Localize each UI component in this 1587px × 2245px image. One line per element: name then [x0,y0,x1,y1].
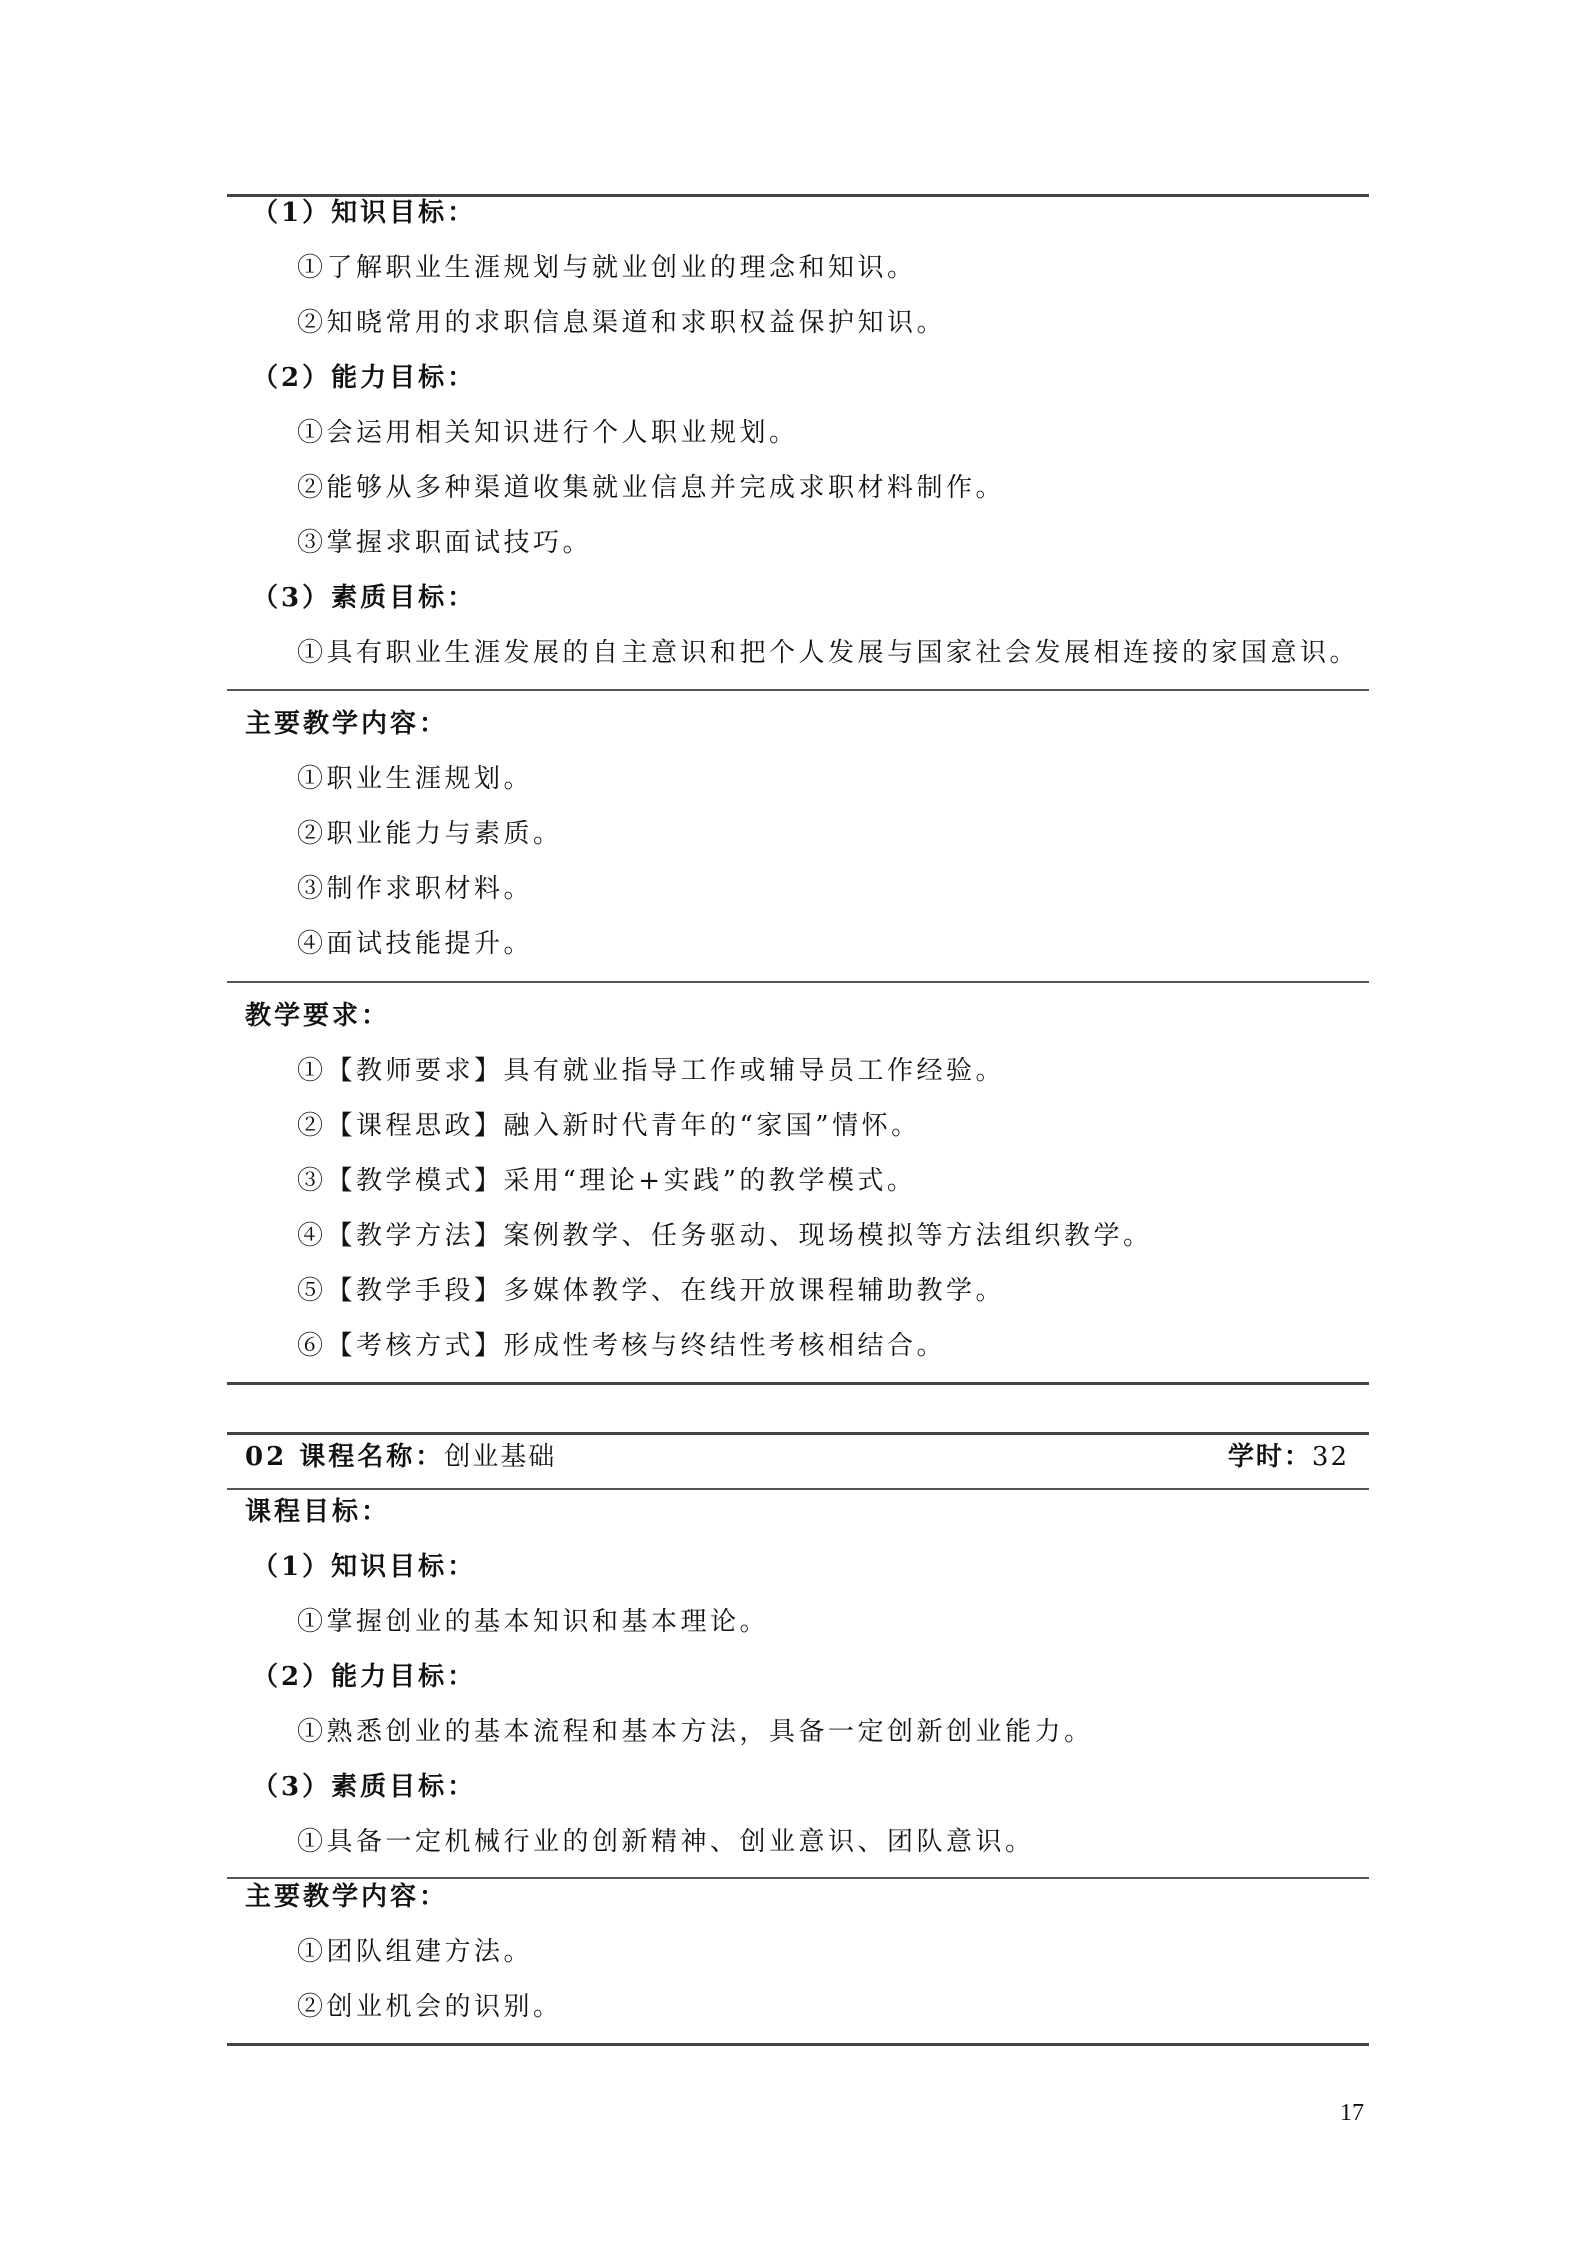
requirement-item: ⑥【考核方式】形成性考核与终结性考核相结合。 [297,1331,947,1361]
content-item: ①团队组建方法。 [297,1937,534,1967]
course-goals-heading: 课程目标： [245,1497,391,1527]
section-divider [227,981,1369,983]
course-header-divider [227,1488,1369,1490]
ability-objectives-heading: （2）能力目标： [252,1662,477,1692]
knowledge-objective-item: ①了解职业生涯规划与就业创业的理念和知识。 [297,253,917,283]
requirement-item: ③【教学模式】采用“理论+实践”的教学模式。 [297,1166,917,1196]
ability-objectives-heading: （2）能力目标： [252,363,477,393]
quality-objectives-heading: （3）素质目标： [252,583,477,613]
content-item: ④面试技能提升。 [297,929,534,959]
ability-objective-item: ②能够从多种渠道收集就业信息并完成求职材料制作。 [297,473,1006,503]
requirement-item: ①【教师要求】具有就业指导工作或辅导员工作经验。 [297,1056,1006,1086]
content-item: ①职业生涯规划。 [297,764,534,794]
course-name: 创业基础 [444,1442,557,1472]
section-divider [227,1877,1369,1879]
course-name-label: 02 课程名称： [245,1442,445,1472]
knowledge-objectives-heading: （1）知识目标： [252,198,477,228]
page-number: 17 [1340,2100,1364,2126]
quality-objective-item: ①具备一定机械行业的创新精神、创业意识、团队意识。 [297,1827,1035,1857]
quality-objectives-heading: （3）素质目标： [252,1772,477,1802]
ability-objective-item: ①熟悉创业的基本流程和基本方法，具备一定创新创业能力。 [297,1717,1094,1747]
course-hours [1228,1440,1349,1474]
requirement-item: ②【课程思政】融入新时代青年的“家国”情怀。 [297,1111,921,1141]
teaching-requirements-heading: 教学要求： [245,1001,391,1031]
course-title-row [245,1440,556,1474]
ability-objective-item: ①会运用相关知识进行个人职业规划。 [297,418,799,448]
content-item: ②创业机会的识别。 [297,1992,563,2022]
section-divider [227,689,1369,691]
knowledge-objectives-heading: （1）知识目标： [252,1552,477,1582]
quality-objective-item: ①具有职业生涯发展的自主意识和把个人发展与国家社会发展相连接的家国意识。 [297,638,1360,668]
content-item: ③制作求职材料。 [297,874,534,904]
table-bottom-rule [227,2043,1369,2046]
course-top-rule [227,1432,1369,1435]
hours-value: 32 [1311,1442,1349,1472]
table-bottom-rule [227,1382,1369,1385]
ability-objective-item: ③掌握求职面试技巧。 [297,528,593,558]
knowledge-objective-item: ②知晓常用的求职信息渠道和求职权益保护知识。 [297,308,947,338]
requirement-item: ④【教学方法】案例教学、任务驱动、现场模拟等方法组织教学。 [297,1221,1153,1251]
knowledge-objective-item: ①掌握创业的基本知识和基本理论。 [297,1607,770,1637]
content-item: ②职业能力与素质。 [297,819,563,849]
requirement-item: ⑤【教学手段】多媒体教学、在线开放课程辅助教学。 [297,1276,1006,1306]
hours-label: 学时： [1227,1442,1312,1472]
main-content-heading: 主要教学内容： [245,1882,449,1912]
main-content-heading: 主要教学内容： [245,709,449,739]
